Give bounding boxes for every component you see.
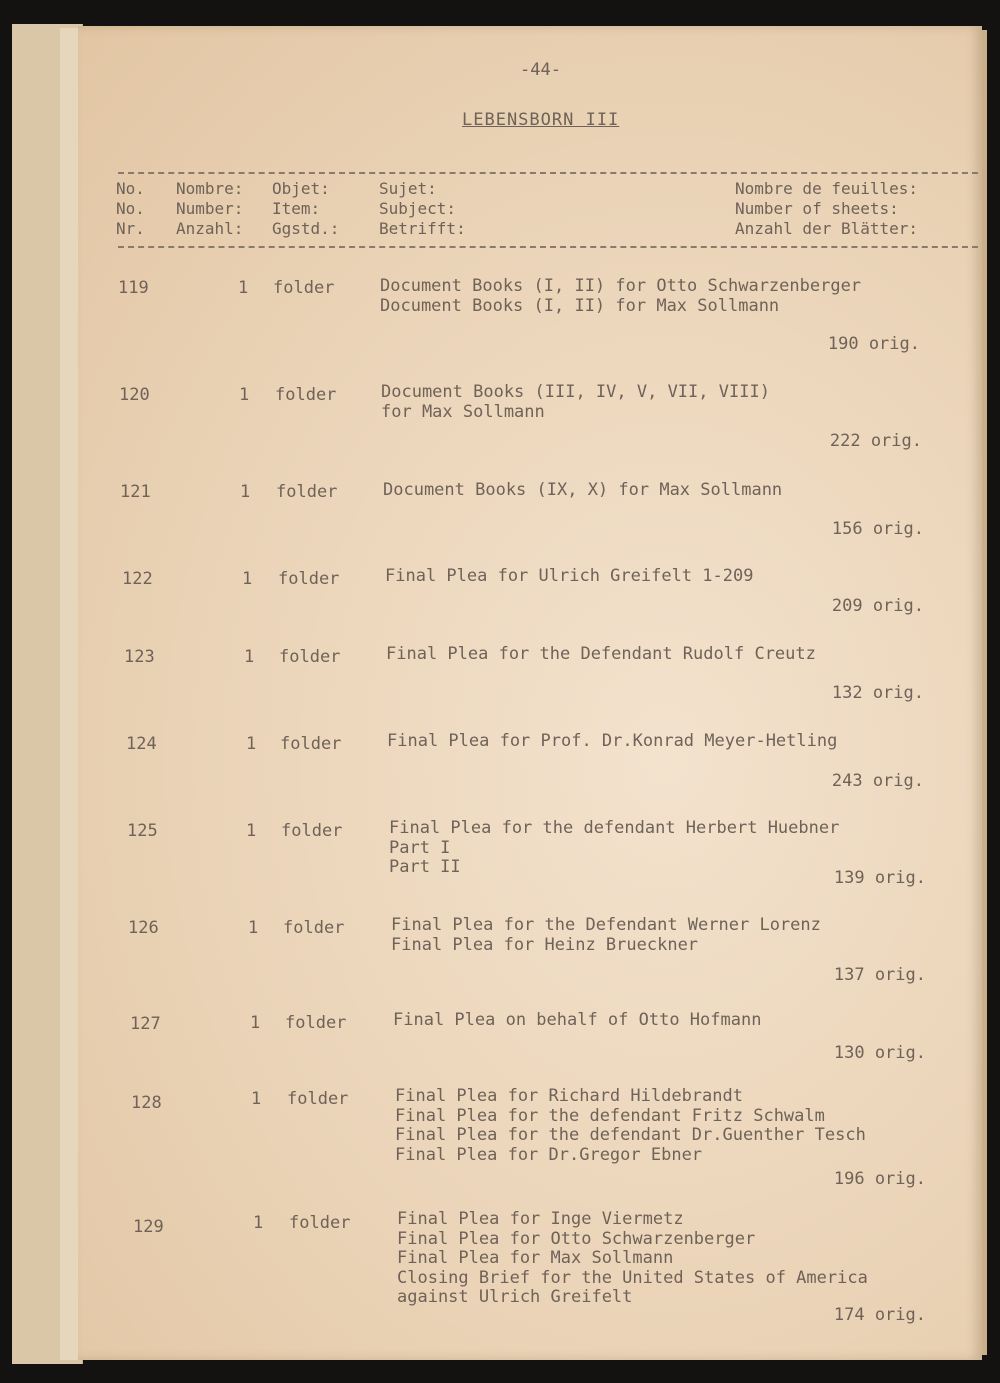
header-subject-fr: Sujet: (379, 179, 437, 198)
entry-sheet-count: 196 orig. (833, 1169, 926, 1189)
header-item-en: Item: (272, 199, 321, 218)
entry-description: Document Books (III, IV, V, VII, VIII) for Max Sollmann (381, 382, 770, 422)
entry-quantity: 1 (239, 385, 250, 405)
entry-number: 129 (133, 1217, 164, 1237)
header-rule-top (118, 172, 978, 174)
entry-sheet-count: 209 orig. (831, 596, 924, 616)
entry-sheet-count: 190 orig. (827, 334, 920, 354)
entry-item: folder (279, 647, 341, 667)
header-qty-en: Number: (176, 199, 244, 218)
entry-sheet-count: 174 orig. (833, 1305, 926, 1325)
entry-number: 126 (128, 918, 159, 938)
header-sheets-fr: Nombre de feuilles: (735, 179, 919, 198)
entry-description: Document Books (I, II) for Otto Schwarzenberger Document Books (I, II) for Max Sollmann (380, 276, 862, 316)
entry-item: folder (275, 385, 337, 405)
header-sheets-en: Number of sheets: (735, 199, 899, 218)
entry-number: 120 (119, 385, 150, 405)
entry-description: Final Plea for the Defendant Rudolf Creutz (386, 644, 816, 664)
entry-quantity: 1 (246, 734, 257, 754)
entry-item: folder (289, 1213, 351, 1233)
entry-sheet-count: 222 orig. (829, 431, 922, 451)
header-qty-de: Anzahl: (176, 219, 244, 238)
entry-quantity: 1 (246, 821, 257, 841)
entry-quantity: 1 (250, 1013, 261, 1033)
header-subject-en: Subject: (379, 199, 457, 218)
entry-number: 123 (124, 647, 155, 667)
header-no-en: No. (116, 199, 145, 218)
entry-sheet-count: 137 orig. (833, 965, 926, 985)
page-title: LEBENSBORN III (462, 110, 620, 130)
entry-item: folder (281, 821, 343, 841)
entry-description: Final Plea for the Defendant Werner Lorenz Final Plea for Heinz Brueckner (391, 915, 821, 955)
entry-description: Final Plea for the defendant Herbert Huebner Part I Part II (389, 818, 840, 877)
entry-description: Document Books (IX, X) for Max Sollmann (383, 480, 783, 500)
entry-item: folder (283, 918, 345, 938)
header-item-de: Ggstd.: (272, 219, 340, 238)
header-qty-fr: Nombre: (176, 179, 244, 198)
entry-quantity: 1 (253, 1213, 264, 1233)
entry-item: folder (276, 482, 338, 502)
entry-item: folder (285, 1013, 347, 1033)
entry-quantity: 1 (251, 1089, 262, 1109)
entry-quantity: 1 (248, 918, 259, 938)
header-no-de: Nr. (116, 219, 145, 238)
entry-sheet-count: 139 orig. (833, 868, 926, 888)
entry-description: Final Plea for Inge Viermetz Final Plea for Otto Schwarzenberger Final Plea for Max Sollmann Closing Brief for the United States of America against Ulrich Greifelt (397, 1209, 868, 1307)
header-subject-de: Betrifft: (379, 219, 466, 238)
entry-number: 128 (131, 1093, 162, 1113)
entry-quantity: 1 (244, 647, 255, 667)
entry-number: 125 (127, 821, 158, 841)
entry-description: Final Plea for Richard Hildebrandt Final Plea for the defendant Fritz Schwalm Final Plea for the defendant Dr.Guenther Tesch Final Plea for Dr.Gregor Ebner (395, 1086, 866, 1165)
entry-number: 127 (130, 1014, 161, 1034)
header-sheets-de: Anzahl der Blätter: (735, 219, 919, 238)
entry-quantity: 1 (242, 569, 253, 589)
entry-number: 122 (122, 569, 153, 589)
entry-item: folder (287, 1089, 349, 1109)
entry-sheet-count: 156 orig. (831, 519, 924, 539)
document-page (78, 26, 982, 1360)
entry-quantity: 1 (240, 482, 251, 502)
entry-sheet-count: 243 orig. (831, 771, 924, 791)
header-no-fr: No. (116, 179, 145, 198)
entry-quantity: 1 (238, 278, 249, 298)
entry-description: Final Plea on behalf of Otto Hofmann (393, 1010, 762, 1030)
entry-number: 119 (118, 278, 149, 298)
page-number: -44- (520, 60, 561, 80)
entry-item: folder (273, 278, 335, 298)
entry-item: folder (278, 569, 340, 589)
entry-description: Final Plea for Prof. Dr.Konrad Meyer-Hetling (387, 731, 838, 751)
entry-item: folder (280, 734, 342, 754)
entry-number: 121 (120, 482, 151, 502)
entry-sheet-count: 130 orig. (833, 1043, 926, 1063)
entry-description: Final Plea for Ulrich Greifelt 1-209 (385, 566, 754, 586)
header-item-fr: Objet: (272, 179, 330, 198)
entry-number: 124 (126, 734, 157, 754)
header-rule-bottom (118, 246, 978, 248)
entry-sheet-count: 132 orig. (831, 683, 924, 703)
